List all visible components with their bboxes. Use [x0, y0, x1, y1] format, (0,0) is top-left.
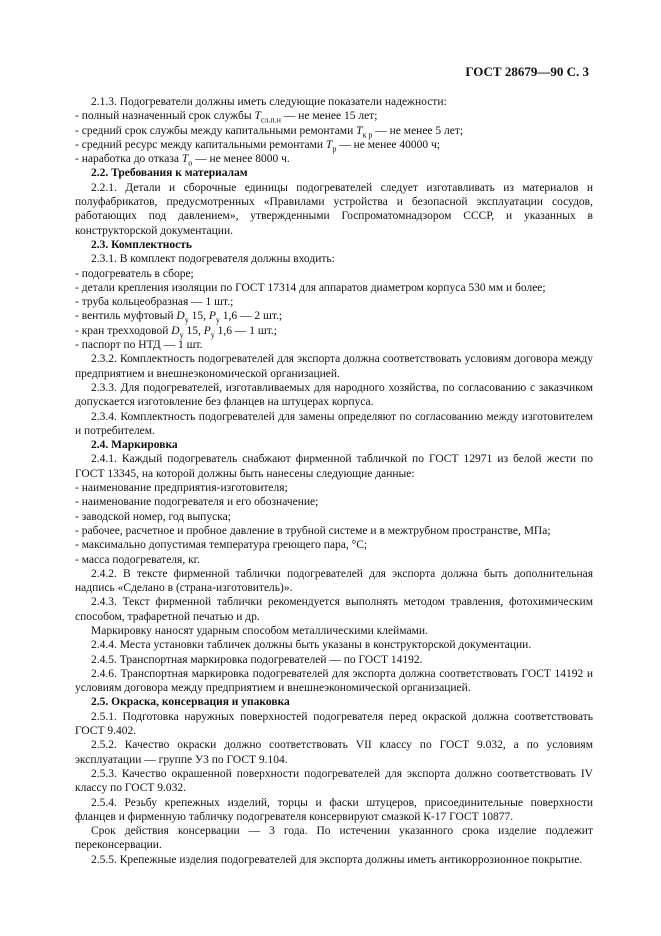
- para-2-2-1: 2.2.1. Детали и сборочные единицы подогревателей следует изготавливать из материалов и полуфабрикатов, предусмотренных «Правилами устройства и безопасной эксплуатации сосудов, работающих под давлением», утвержденными Госпроматомнадзором СССР, и указанных в конструкторской документации.: [75, 181, 593, 237]
- reliability-symbol: T: [181, 153, 189, 166]
- dn-symbol: D: [171, 324, 180, 337]
- pn-symbol: P: [208, 310, 216, 323]
- para-2-3-1: 2.3.1. В комплект подогревателя должны входить:: [91, 253, 335, 266]
- heading-2-2: 2.2. Требования к материалам: [91, 167, 248, 180]
- reliability-subscript: к р: [362, 129, 373, 139]
- pn-symbol: P: [203, 324, 211, 337]
- heading-2-3: 2.3. Комплектность: [91, 238, 192, 251]
- para-2-4-1: 2.4.1. Каждый подогреватель снабжают фирменной табличкой по ГОСТ 12971 из белой жести по ГОСТ 13345, на которой должны быть нанесены следующие данные:: [75, 453, 593, 480]
- para-2-5-4-note: Срок действия консервации — 3 года. По истечении указанного срока изделие подлежит переконсервации.: [75, 825, 593, 852]
- para-2-5-3: 2.5.3. Качество окрашенной поверхности подогревателей для экспорта должно соответствовать IV классу по ГОСТ 9.032.: [75, 767, 593, 795]
- reliability-list: [75, 109, 593, 166]
- marking-item: - рабочее, расчетное и пробное давление в трубной системе и в межтрубном пространстве, МПа;: [75, 524, 593, 538]
- para-2-1-3: 2.1.3. Подогреватели должны иметь следующие показатели надежности:: [91, 96, 447, 108]
- valve-text: 15,: [188, 310, 209, 323]
- reliability-text: наработка до отказа: [81, 153, 182, 166]
- dn-subscript: y: [179, 330, 184, 340]
- reliability-subscript: р: [332, 144, 337, 154]
- kit-item: - подогреватель в сборе;: [75, 267, 593, 281]
- kit-item: - паспорт по НТД — 1 шт.: [75, 338, 593, 352]
- para-2-4-3: 2.4.3. Текст фирменной таблички рекомендуется выполнять методом травления, фотохимическим способом, трафаретной печатью и др.: [75, 596, 593, 623]
- para-2-4-2: 2.4.2. В тексте фирменной таблички подогревателей для экспорта должна быть дополнительная надпись «Сделано в (страна-изготовитель)».: [75, 567, 593, 595]
- reliability-symbol: T: [356, 124, 363, 137]
- dn-symbol: D: [176, 310, 185, 323]
- reliability-text: средний ресурс между капитальными ремонтами: [81, 138, 326, 151]
- kit-item: - труба кольцеобразная — 1 шт.;: [75, 295, 593, 309]
- kit-item: - детали крепления изоляции по ГОСТ 17314 для аппаратов диаметром корпуса 530 мм и более;: [75, 281, 593, 295]
- reliability-text: — не менее 15 лет;: [280, 110, 378, 123]
- marking-item: - масса подогревателя, кг.: [75, 553, 593, 567]
- tap-text: 15,: [183, 324, 204, 337]
- reliability-subscript: о: [188, 158, 193, 168]
- para-2-5-1: 2.5.1. Подготовка наружных поверхностей подогревателя перед окраской должна соответствовать ГОСТ 9.402.: [75, 710, 593, 738]
- kit-item-valve: [75, 309, 593, 323]
- reliability-text: — не менее 5 лет;: [372, 124, 464, 137]
- reliability-item: [75, 138, 593, 152]
- kit-item-tap: [75, 324, 593, 338]
- reliability-item: [75, 124, 593, 138]
- para-2-4-6: 2.4.6. Транспортная маркировка подогревателей для экспорта должна соответствовать ГОСТ 14192 и условиям договора между предприятием и внешнеэкономической организацией.: [75, 667, 593, 695]
- reliability-text: средний срок службы между капитальными ремонтами: [81, 124, 357, 137]
- para-2-4-3-note: Маркировку наносят ударным способом металлическими клеймами.: [91, 624, 428, 637]
- heading-2-4: 2.4. Маркировка: [91, 439, 178, 452]
- para-2-3-4: 2.3.4. Комплектность подогревателей для замены определяют по согласованию между изготовителем и потребителем.: [75, 410, 593, 437]
- marking-item: - максимально допустимая температура греющего пара, °С;: [75, 538, 593, 552]
- para-2-5-5: 2.5.5. Крепежные изделия подогревателей для экспорта должны иметь антикоррозионное покрытие.: [91, 853, 583, 866]
- reliability-text: — не менее 8000 ч.: [192, 153, 290, 166]
- para-2-5-2: 2.5.2. Качество окраски должно соответствовать VII классу по ГОСТ 9.032, а по условиям эксплуатации — группе У3 по ГОСТ 9.104.: [75, 739, 593, 766]
- pn-subscript: y: [210, 330, 215, 340]
- tap-text: 1,6 — 1 шт.;: [214, 324, 277, 337]
- reliability-text: полный назначенный срок службы: [81, 110, 255, 123]
- heading-2-5: 2.5. Окраска, консервация и упаковка: [91, 696, 290, 709]
- tap-text: кран трехходовой: [81, 324, 172, 337]
- marking-item: - наименование подогревателя и его обозначение;: [75, 495, 593, 509]
- document-body: [75, 95, 593, 867]
- para-2-5-4: 2.5.4. Резьбу крепежных изделий, торцы и фаски штуцеров, присоединительные поверхности фланцев и фирменную табличку подогревателя консервируют смазкой К-17 ГОСТ 10877.: [75, 796, 593, 823]
- marking-item: - наименование предприятия-изготовителя;: [75, 481, 593, 495]
- valve-text: 1,6 — 2 шт.;: [219, 310, 283, 323]
- reliability-symbol: T: [325, 138, 333, 151]
- page-header: ГОСТ 28679—90 С. 3: [465, 64, 589, 79]
- reliability-item: [75, 109, 593, 123]
- reliability-subscript: сл.п.н: [260, 115, 281, 125]
- reliability-symbol: T: [254, 110, 261, 123]
- valve-text: вентиль муфтовый: [81, 310, 177, 323]
- reliability-item: [75, 152, 593, 166]
- reliability-text: — не менее 40000 ч;: [336, 138, 440, 151]
- para-2-4-4: 2.4.4. Места установки табличек должны быть указаны в конструкторской документации.: [91, 639, 532, 652]
- para-2-3-3: 2.3.3. Для подогревателей, изготавливаемых для народного хозяйства, по согласованию с заказчиком допускается изготовление без фланцев на штуцерах корпуса.: [75, 381, 593, 409]
- pn-subscript: y: [215, 315, 220, 325]
- marking-item: - заводской номер, год выпуска;: [75, 510, 593, 524]
- dn-subscript: y: [184, 315, 189, 325]
- para-2-4-5: 2.4.5. Транспортная маркировка подогревателей — по ГОСТ 14192.: [91, 653, 423, 666]
- para-2-3-2: 2.3.2. Комплектность подогревателей для экспорта должна соответствовать условиям договора между предприятием и внешнеэкономической организацией.: [75, 353, 593, 380]
